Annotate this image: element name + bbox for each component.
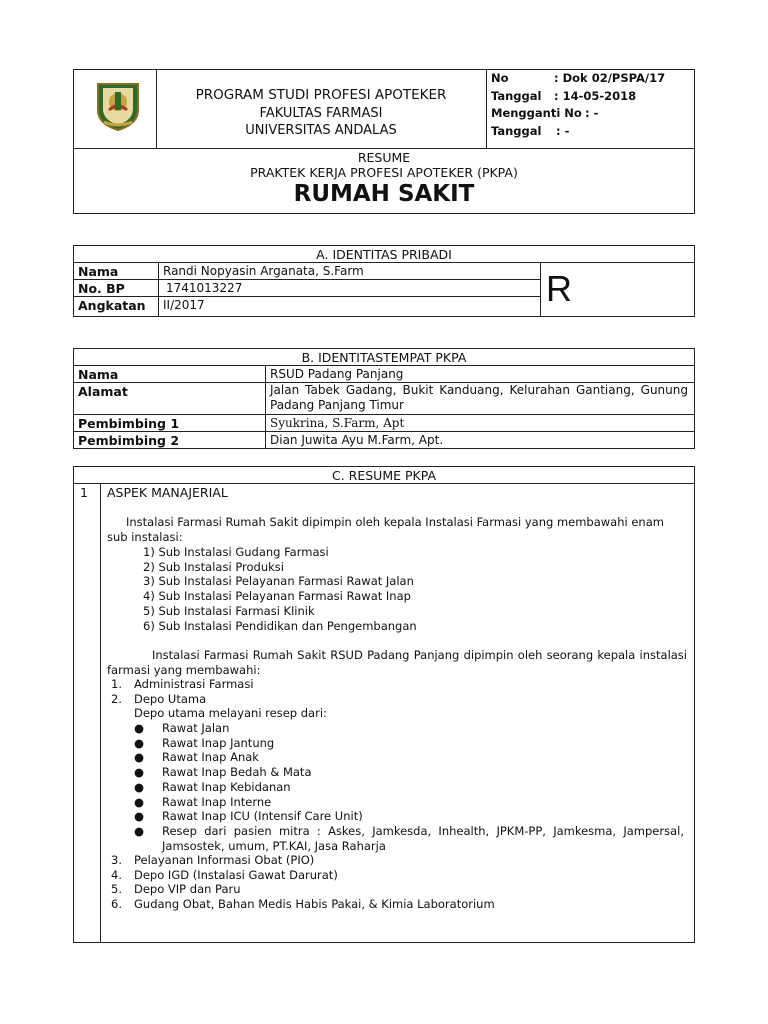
sub-instalasi-list	[143, 545, 417, 633]
list-item: 4) Sub Instalasi Pelayanan Farmasi Rawat Inap	[143, 589, 411, 604]
row-value-pembimbing-2: Dian Juwita Ayu M.Farm, Apt.	[270, 433, 444, 447]
row-value-nama-tempat: RSUD Padang Panjang	[270, 367, 404, 381]
divider	[73, 365, 695, 366]
list-item: ● Rawat Inap ICU (Intensif Care Unit)	[134, 809, 363, 824]
pkpa-label: PRAKTEK KERJA PROFESI APOTEKER (PKPA)	[250, 165, 518, 180]
divider	[73, 296, 540, 297]
list-item: ● Rawat Inap Interne	[134, 794, 272, 809]
section-heading: ASPEK MANAJERIAL	[107, 485, 228, 500]
doc-field-label: Mengganti No	[491, 106, 582, 120]
row-label-angkatan: Angkatan	[78, 298, 146, 313]
section-c-title: C. RESUME PKPA	[331, 468, 437, 483]
list-item: ● Resep dari pasien mitra : Askes, Jamkesda, Inhealth, JPKM-PP, Jamkesma, Jampersal, Jamsostek, umum, PT.KAI, Jasa Raharja	[134, 823, 684, 853]
list-item: ● Rawat Inap Jantung	[134, 735, 275, 750]
divider	[158, 262, 159, 317]
main-title: RUMAH SAKIT	[293, 181, 475, 207]
divider	[100, 483, 101, 943]
list-item: 2) Sub Instalasi Produksi	[143, 559, 284, 574]
list-item: 4. Depo IGD (Instalasi Gawat Darurat)	[111, 867, 338, 882]
paragraph-1: Instalasi Farmasi Rumah Sakit dipimpin oleh kepala Instalasi Farmasi yang membawahi enam sub instalasi:	[107, 515, 664, 544]
row-label-pembimbing-2: Pembimbing 2	[78, 433, 180, 448]
section-b-title: B. IDENTITASTEMPAT PKPA	[301, 350, 467, 365]
program-title: PROGRAM STUDI PROFESI APOTEKER	[195, 87, 447, 103]
divider	[265, 365, 266, 449]
faculty-name: FAKULTAS FARMASI	[259, 106, 383, 121]
row-value-angkatan: II/2017	[163, 298, 205, 312]
row-value-nama: Randi Nopyasin Arganata, S.Farm	[163, 264, 364, 278]
doc-field-label: Tanggal	[491, 124, 542, 138]
list-item: ● Rawat Jalan	[134, 721, 230, 735]
row-label-pembimbing-1: Pembimbing 1	[78, 416, 180, 431]
depo-intro: Depo utama melayani resep dari:	[134, 706, 327, 721]
divider	[540, 262, 541, 317]
doc-field-value: : Dok 02/PSPA/17	[554, 71, 666, 85]
unit-list-b	[111, 853, 495, 912]
list-item: 5. Depo VIP dan Paru	[111, 882, 241, 897]
row-label-alamat: Alamat	[78, 384, 128, 399]
university-name: UNIVERSITAS ANDALAS	[245, 123, 397, 138]
divider	[73, 262, 695, 263]
divider	[73, 483, 695, 484]
divider	[73, 279, 540, 280]
resume-label: RESUME	[357, 150, 411, 165]
section-a-title: A. IDENTITAS PRIBADI	[316, 247, 452, 262]
list-item: 3. Pelayanan Informasi Obat (PIO)	[111, 853, 315, 867]
university-logo	[94, 80, 142, 132]
divider	[486, 69, 487, 148]
doc-field-label: Tanggal	[491, 89, 542, 103]
list-item: 6) Sub Instalasi Pendidikan dan Pengembangan	[143, 618, 417, 633]
row-value-alamat: Jalan Tabek Gadang, Bukit Kanduang, Kelurahan Gantiang, Gunung Padang Panjang Timur	[270, 383, 688, 412]
divider	[73, 431, 695, 432]
list-item: 2. Depo Utama	[111, 691, 207, 706]
divider	[73, 148, 695, 149]
list-item: 3) Sub Instalasi Pelayanan Farmasi Rawat Jalan	[143, 574, 414, 589]
row-label-nobp: No. BP	[78, 281, 125, 296]
list-item: 5) Sub Instalasi Farmasi Klinik	[143, 603, 315, 618]
bullet-list	[134, 721, 684, 853]
doc-field-value: : 14-05-2018	[554, 89, 637, 103]
doc-field-value: : -	[585, 106, 599, 120]
divider	[73, 414, 695, 415]
paragraph-2: Instalasi Farmasi Rumah Sakit RSUD Padang Panjang dipimpin oleh seorang kepala instalasi farmasi yang membawahi:	[107, 648, 687, 677]
list-item: ● Rawat Inap Kebidanan	[134, 779, 291, 794]
list-item: 6. Gudang Obat, Bahan Medis Habis Pakai, & Kimia Laboratorium	[111, 897, 495, 912]
row-label-nama: Nama	[78, 264, 119, 279]
unit-list-a	[111, 677, 327, 721]
row-label-nama-tempat: Nama	[78, 367, 119, 382]
list-item: 1) Sub Instalasi Gudang Farmasi	[143, 545, 329, 559]
photo-placeholder: R	[546, 268, 572, 309]
list-item: ● Rawat Inap Anak	[134, 750, 259, 765]
list-item: 1. Administrasi Farmasi	[111, 677, 254, 691]
list-item: ● Rawat Inap Bedah & Mata	[134, 765, 312, 780]
doc-field-label: No	[491, 71, 509, 85]
doc-field-value: : -	[556, 124, 570, 138]
section-number: 1	[80, 485, 88, 500]
row-value-nobp: 1741013227	[166, 281, 243, 295]
row-value-pembimbing-1: Syukrina, S.Farm, Apt	[270, 416, 405, 430]
